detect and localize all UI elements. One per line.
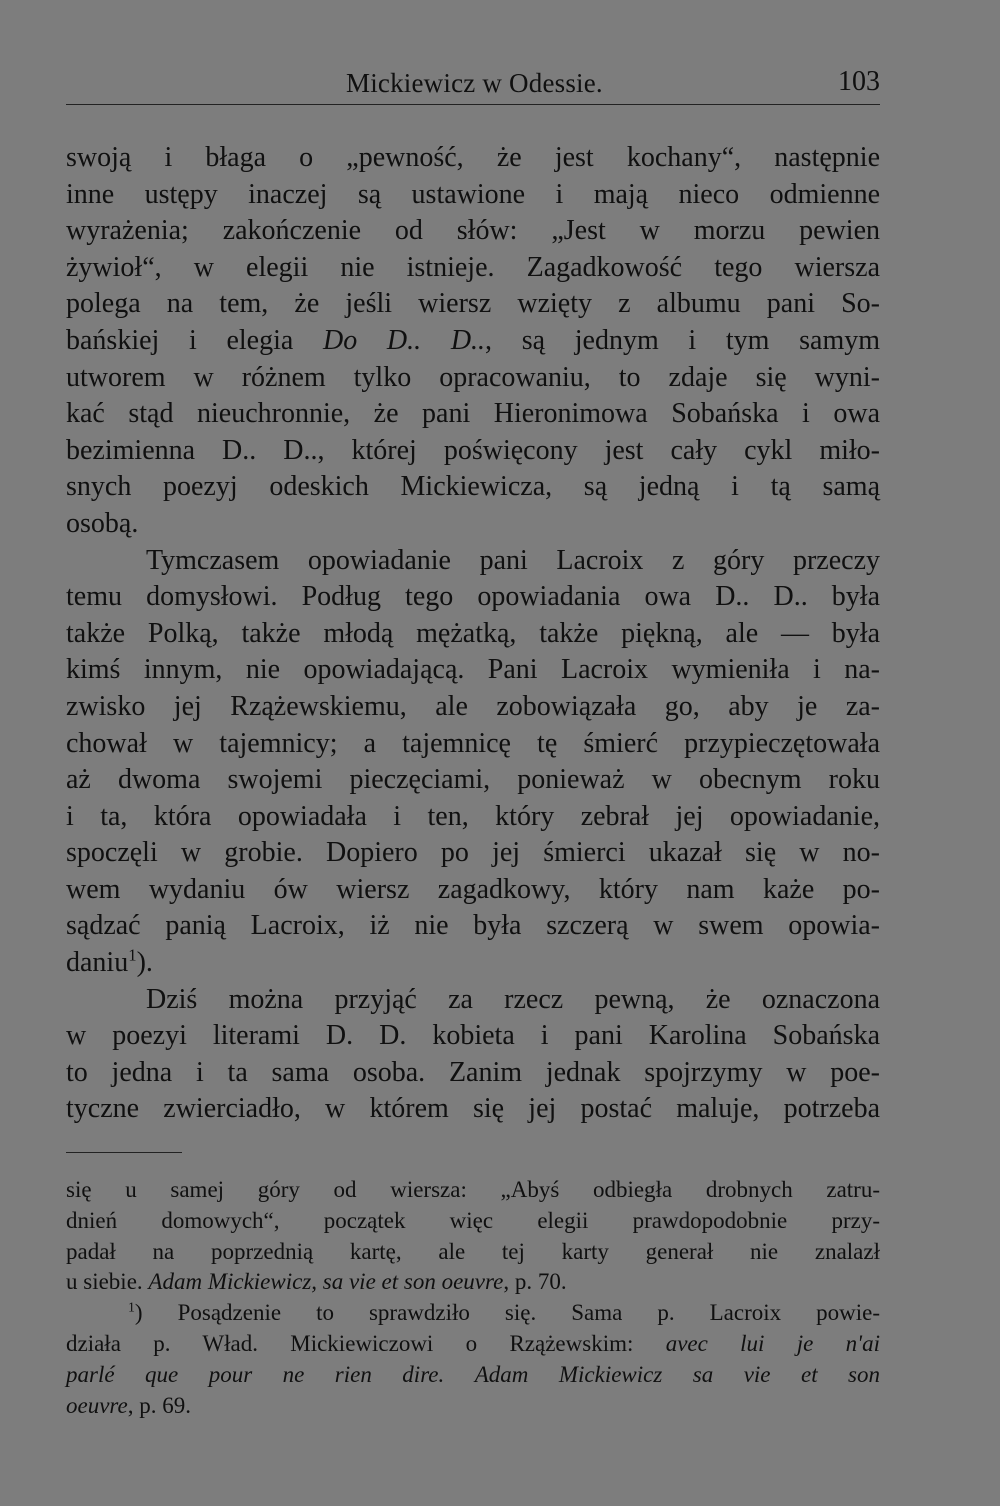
text-run bbox=[444, 1362, 474, 1387]
text-line bbox=[66, 872, 880, 909]
text-line bbox=[66, 433, 880, 470]
text-line bbox=[66, 616, 880, 653]
text-run: w poezyi literami D. D. kobieta i pani Karolina Sobańska bbox=[66, 1020, 880, 1052]
text-run: kać stąd nieuchronnie, że pani Hieronimowa Sobańska i owa bbox=[66, 398, 880, 430]
text-run: inne ustępy inaczej są ustawione i mają nieco odmienne bbox=[66, 178, 880, 210]
text-run: , p. 69. bbox=[127, 1392, 191, 1418]
italic-run: Adam Mickiewicz sa vie et son bbox=[474, 1361, 880, 1387]
text-run: swoją i błaga o „pewność, że jest kochany“, następnie bbox=[66, 142, 880, 173]
text-line bbox=[66, 1091, 880, 1128]
text-run: snych poezyj odeskich Mickiewicza, są jedną i tą samą bbox=[66, 471, 880, 503]
text-line bbox=[66, 835, 880, 872]
italic-run: avec lui je n'ai bbox=[665, 1330, 880, 1356]
page-header bbox=[66, 64, 880, 104]
text-line bbox=[66, 286, 880, 323]
text-line bbox=[66, 799, 880, 836]
text-run: zwisko jej Rzążewskiemu, ale zobowiązała go, aby je za- bbox=[66, 690, 880, 722]
footnote-rule bbox=[66, 1152, 182, 1153]
text-run: bańskiej i elegia bbox=[66, 324, 323, 356]
text-run: to jedna i ta sama osoba. Zanim jednak spojrzymy w poe- bbox=[66, 1056, 880, 1088]
text-line bbox=[66, 945, 880, 982]
text-run: sądzać panią Lacroix, iż nie była szczerą w swem opowia- bbox=[66, 910, 880, 942]
body-text bbox=[66, 140, 880, 1128]
text-run: ). bbox=[136, 947, 153, 979]
text-line bbox=[66, 360, 880, 397]
text-line bbox=[66, 213, 880, 250]
text-run: i ta, która opowiadała i ten, który zebrał jej opowiadanie, bbox=[66, 800, 880, 832]
text-run: polega na tem, że jeśli wiersz wzięty z albumu pani So- bbox=[66, 288, 880, 320]
text-run: wem wydaniu ów wiersz zagadkowy, który nam każe po- bbox=[66, 873, 880, 905]
text-run: chował w tajemnicy; a tajemnicę tę śmierć przypieczętowała bbox=[66, 727, 880, 759]
text-run: kimś innym, nie opowiadającą. Pani Lacroix wymieniła i na- bbox=[66, 654, 880, 686]
text-line bbox=[66, 323, 880, 360]
text-run: , są jednym i tym samym bbox=[485, 324, 881, 356]
footnote-line bbox=[66, 1206, 880, 1237]
footnote-line bbox=[66, 1175, 880, 1206]
footnote-marker: 1 bbox=[128, 945, 137, 965]
page-number: 103 bbox=[838, 66, 880, 97]
footnote-line bbox=[66, 1267, 880, 1298]
text-run: także Polką, także młodą mężatką, także piękną, ale — była bbox=[66, 617, 880, 649]
text-run: temu domysłowi. Podług tego opowiadania owa D.. D.. była bbox=[66, 581, 880, 613]
text-line bbox=[66, 689, 880, 726]
text-run: wyrażenia; zakończenie od słów: „Jest w morzu pewien bbox=[66, 215, 880, 247]
italic-run: Adam Mickiewicz, sa vie et son oeuvre bbox=[148, 1269, 504, 1295]
text-line bbox=[66, 982, 880, 1019]
text-line bbox=[66, 579, 880, 616]
footnote-line bbox=[66, 1237, 880, 1268]
footnote-marker: 1 bbox=[128, 1299, 135, 1315]
italic-run: oeuvre bbox=[66, 1392, 128, 1418]
text-run: tyczne zwierciadło, w którem się jej postać maluje, potrzeba bbox=[66, 1093, 880, 1125]
text-line bbox=[66, 762, 880, 799]
text-run: dnień domowych“, początek więc elegii prawdopodobnie przy- bbox=[66, 1207, 880, 1233]
text-run: aż dwoma swojemi pieczęciami, ponieważ w obecnym roku bbox=[66, 764, 880, 796]
text-line bbox=[66, 250, 880, 287]
text-line bbox=[66, 506, 880, 543]
text-run: ) Posądzenie to sprawdziło się. Sama p. Lacroix powie- bbox=[134, 1300, 880, 1326]
text-line bbox=[66, 1055, 880, 1092]
running-title: Mickiewicz w Odessie. bbox=[346, 68, 603, 98]
text-line bbox=[66, 140, 880, 177]
text-line bbox=[66, 469, 880, 506]
text-line bbox=[66, 908, 880, 945]
text-run: daniu bbox=[66, 947, 129, 979]
text-run: osobą. bbox=[66, 507, 139, 539]
text-run: spoczęli w grobie. Dopiero po jej śmierci ukazał się w no- bbox=[66, 837, 880, 869]
text-run: , p. 70. bbox=[503, 1269, 567, 1295]
text-run: Dziś można przyjąć za rzecz pewną, że oznaczona bbox=[146, 983, 880, 1015]
italic-run: parlé que pour ne rien dire. bbox=[66, 1361, 445, 1387]
header-rule bbox=[66, 104, 880, 105]
footnote-line bbox=[66, 1298, 880, 1329]
text-line bbox=[66, 177, 880, 214]
text-run: padał na poprzednią kartę, ale tej karty generał nie znalazł bbox=[66, 1238, 880, 1264]
text-run: bezimienna D.. D.., której poświęcony jest cały cykl miło- bbox=[66, 434, 880, 466]
text-run: utworem w różnem tylko opracowaniu, to zdaje się wyni- bbox=[66, 361, 880, 393]
footnotes bbox=[66, 1175, 880, 1421]
text-run: u siebie. bbox=[66, 1269, 149, 1295]
text-run: się u samej góry od wiersza: „Abyś odbiegła drobnych zatru- bbox=[66, 1177, 880, 1202]
text-run: Tymczasem opowiadanie pani Lacroix z góry przeczy bbox=[146, 544, 880, 576]
footnote-line bbox=[66, 1360, 880, 1391]
text-line bbox=[66, 396, 880, 433]
text-run: działa p. Wład. Mickiewiczowi o Rzążewskim: bbox=[66, 1330, 666, 1356]
italic-run: Do D.. D.. bbox=[323, 324, 486, 356]
footnote-line bbox=[66, 1391, 880, 1422]
footnote-line bbox=[66, 1329, 880, 1360]
text-line bbox=[66, 726, 880, 763]
text-line bbox=[66, 652, 880, 689]
text-line bbox=[66, 1018, 880, 1055]
text-line bbox=[66, 543, 880, 580]
text-run: żywioł“, w elegii nie istnieje. Zagadkowość tego wiersza bbox=[66, 251, 880, 283]
